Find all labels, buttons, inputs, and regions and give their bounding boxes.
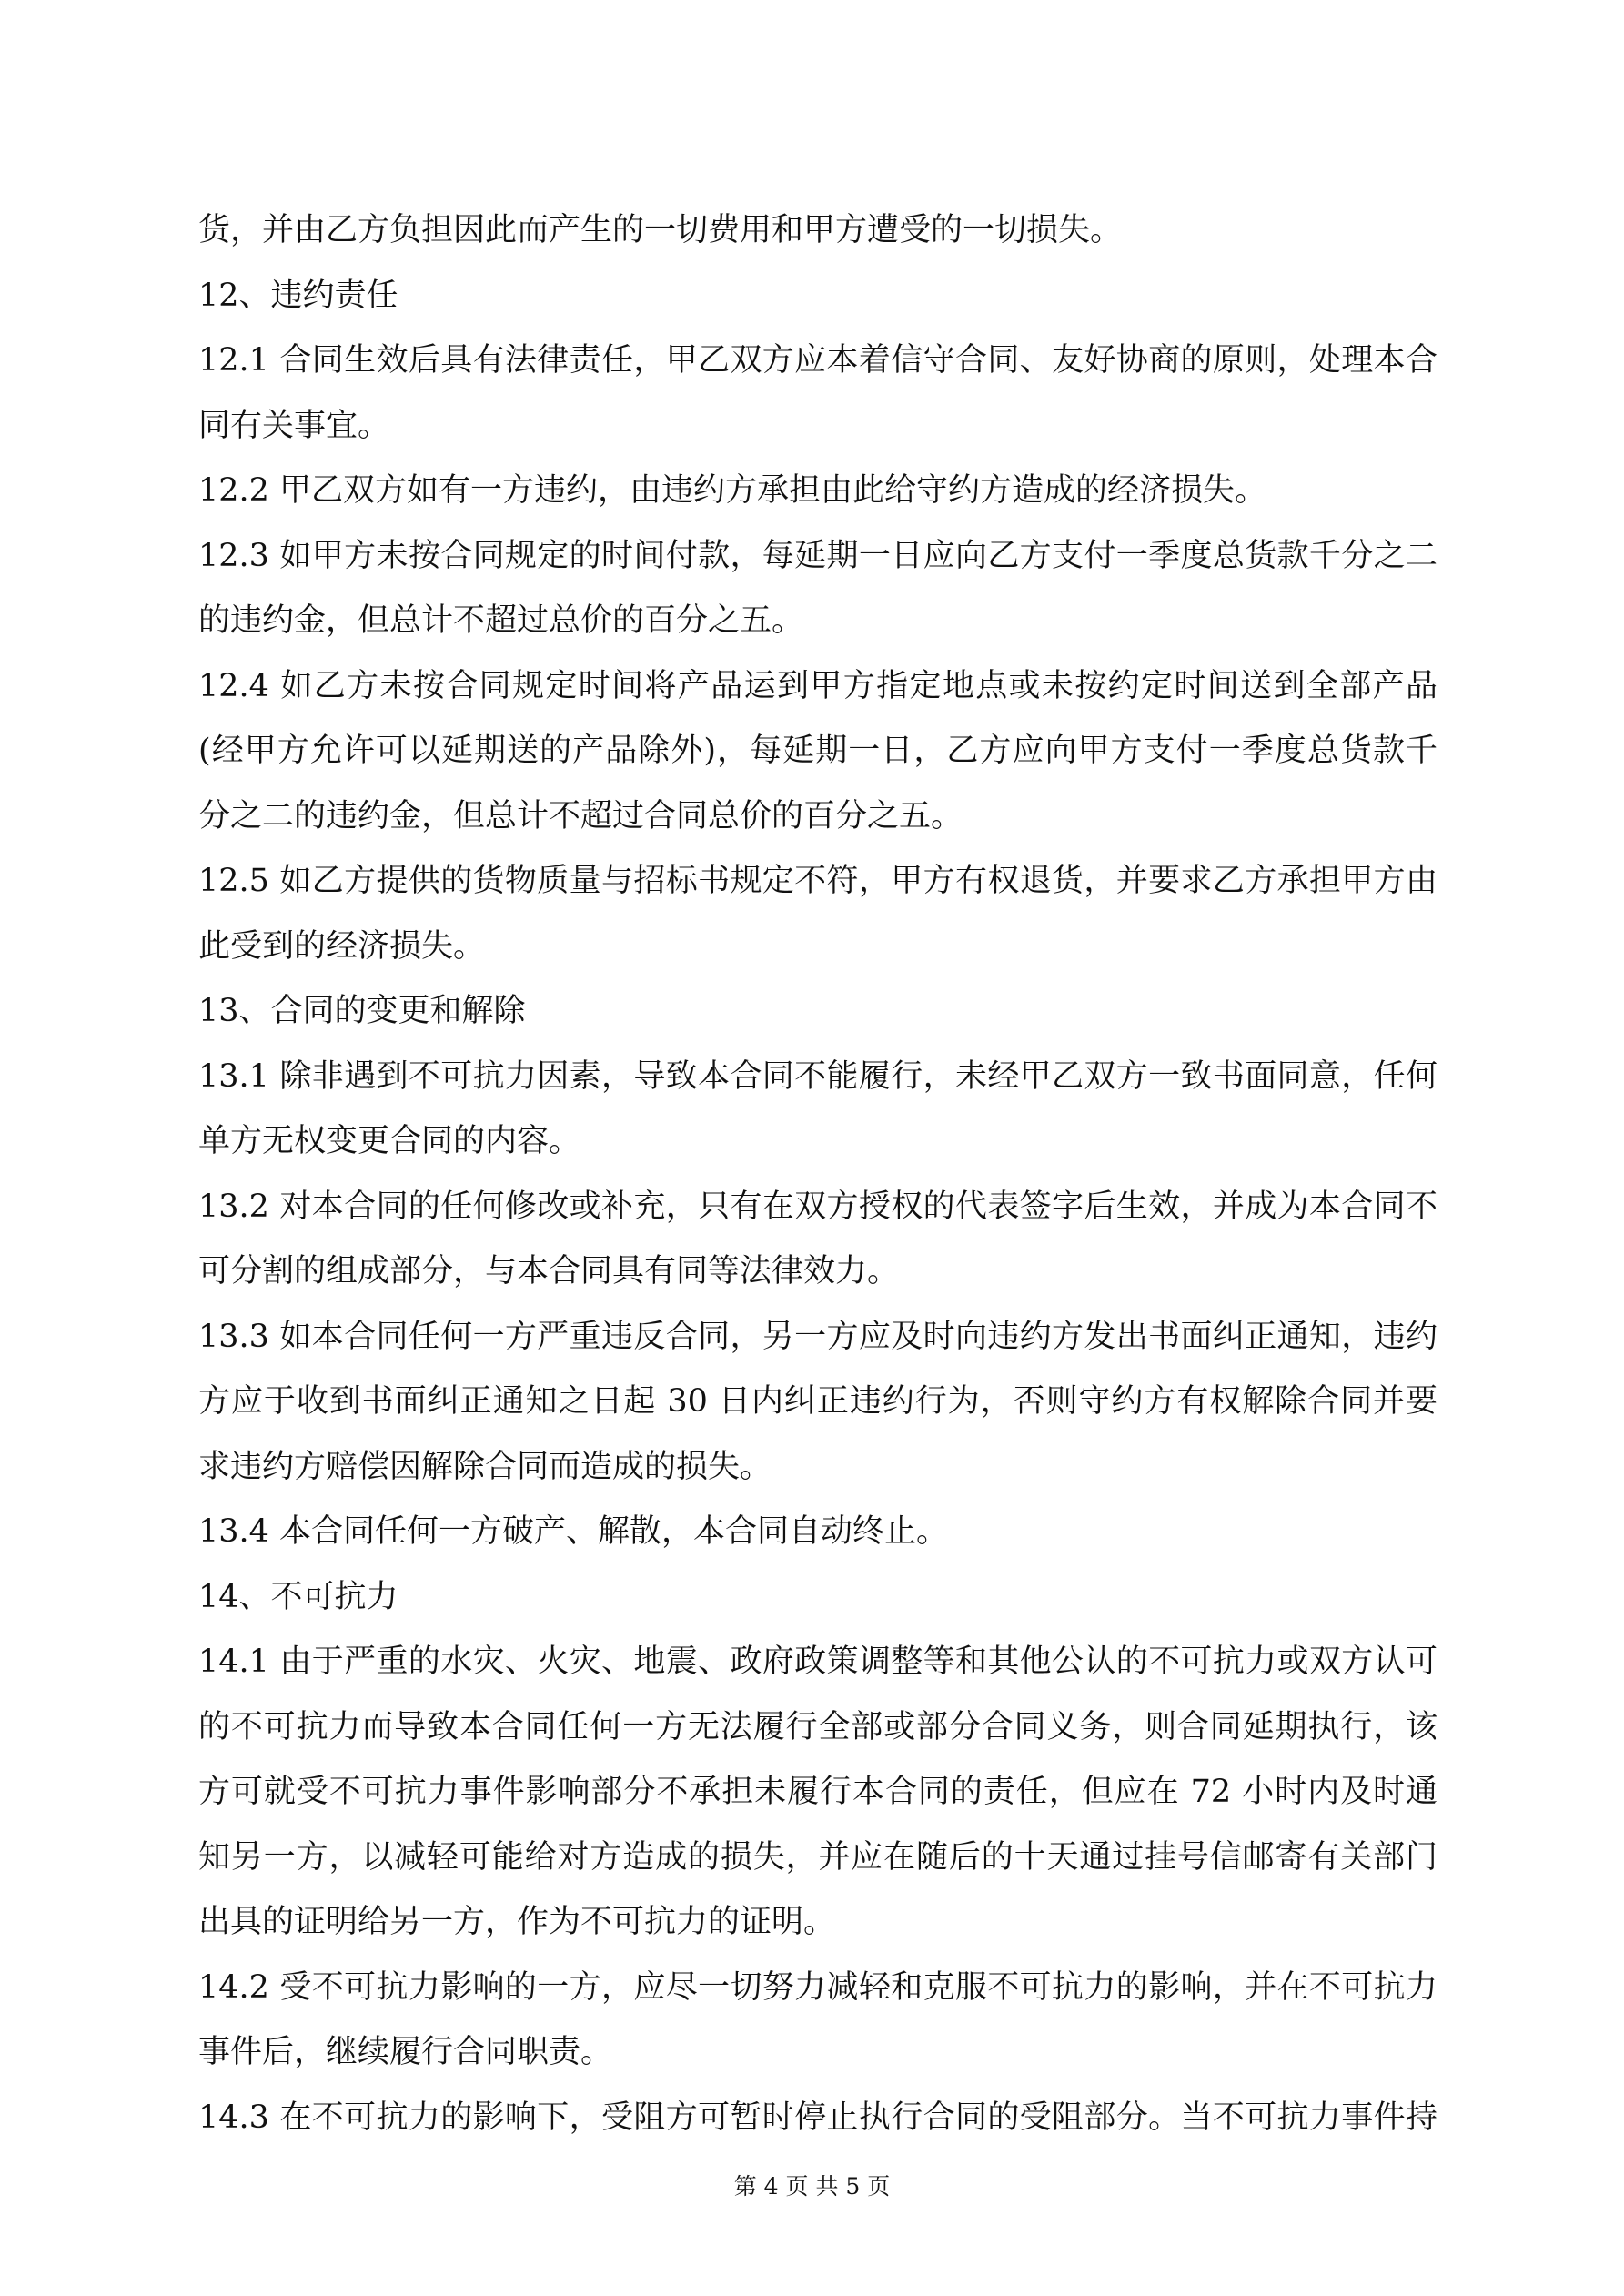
text-line: 14.3 在不可抗力的影响下，受阻方可暂时停止执行合同的受阻部分。当不可抗力事件持 [198,2099,1437,2136]
text-line: 13、合同的变更和解除 [198,993,526,1029]
text-line: 14.1 由于严重的水灾、火灾、地震、政府政策调整等和其他公认的不可抗力或双方认可 [198,1644,1437,1680]
text-line: 12.1 合同生效后具有法律责任，甲乙双方应本着信守合同、友好协商的原则，处理本合 [198,342,1437,379]
text-line: 12.5 如乙方提供的货物质量与招标书规定不符，甲方有权退货，并要求乙方承担甲方由 [198,863,1437,899]
text-line: 方可就受不可抗力事件影响部分不承担未履行本合同的责任，但应在 72 小时内及时通 [198,1774,1437,1810]
text-line: 13.1 除非遇到不可抗力因素，导致本合同不能履行，未经甲乙双方一致书面同意，任何 [198,1057,1437,1095]
text-line: 可分割的组成部分，与本合同具有同等法律效力。 [198,1253,900,1290]
text-line: 方应于收到书面纠正通知之日起 30 日内纠正违约行为，否则守约方有权解除合同并要 [198,1383,1437,1420]
contract-body-text [198,198,1437,2150]
text-line: 12.2 甲乙双方如有一方违约，由违约方承担由此给守约方造成的经济损失。 [198,472,1267,509]
text-line: 14.2 受不可抗力影响的一方，应尽一切努力减轻和克服不可抗力的影响，并在不可抗力 [198,1968,1437,2006]
text-line: 12.4 如乙方未按合同规定时间将产品运到甲方指定地点或未按约定时间送到全部产品 [198,667,1437,704]
text-line: 单方无权变更合同的内容。 [198,1123,581,1159]
text-line: 同有关事宜。 [198,407,390,444]
text-line: (经甲方允许可以延期送的产品除外)，每延期一日，乙方应向甲方支付一季度总货款千 [198,733,1437,769]
text-line: 13.3 如本合同任何一方严重违反合同，另一方应及时向违约方发出书面纠正通知，违约 [198,1318,1437,1355]
text-line: 12.3 如甲方未按合同规定的时间付款，每延期一日应向乙方支付一季度总货款千分之二 [198,537,1437,574]
text-line: 14、不可抗力 [198,1578,398,1615]
text-line: 出具的证明给另一方，作为不可抗力的证明。 [198,1904,836,1940]
text-line: 事件后，继续履行合同职责。 [198,2034,613,2070]
text-line: 求违约方赔偿因解除合同而造成的损失。 [198,1448,772,1485]
text-line: 的不可抗力而导致本合同任何一方无法履行全部或部分合同义务，则合同延期执行，该 [198,1708,1437,1745]
text-line: 12、违约责任 [198,277,398,314]
text-line: 分之二的违约金，但总计不超过合同总价的百分之五。 [198,797,963,834]
text-line: 货，并由乙方负担因此而产生的一切费用和甲方遭受的一切损失。 [198,212,1123,248]
page-number-footer: 第 4 页 共 5 页 [733,2173,891,2200]
text-line: 此受到的经济损失。 [198,927,486,965]
text-line: 知另一方，以减轻可能给对方造成的损失，并应在随后的十天通过挂号信邮寄有关部门 [198,1838,1437,1876]
text-line: 13.4 本合同任何一方破产、解散，本合同自动终止。 [198,1513,949,1550]
text-line: 的违约金，但总计不超过总价的百分之五。 [198,602,804,639]
text-line: 13.2 对本合同的任何修改或补充，只有在双方授权的代表签字后生效，并成为本合同不 [198,1188,1437,1225]
